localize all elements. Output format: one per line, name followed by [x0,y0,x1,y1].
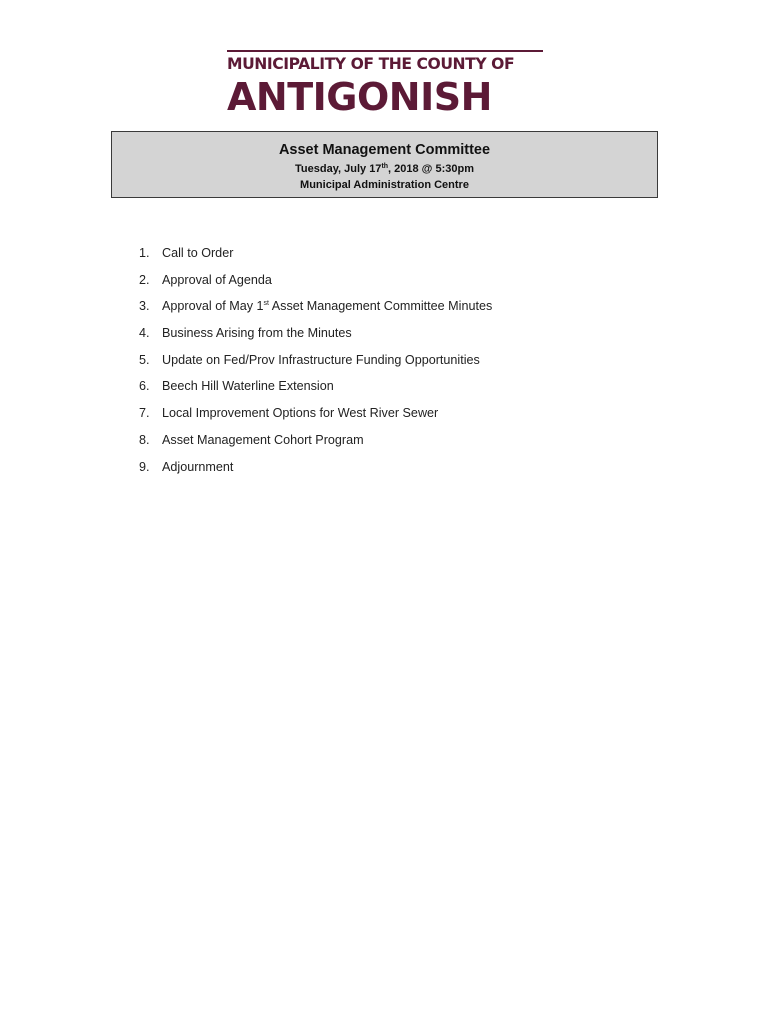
municipality-logo [227,50,543,117]
agenda-item-number: 4. [139,326,150,341]
agenda-item [139,460,492,487]
agenda-item [139,379,492,406]
logo-top-rule [227,50,543,52]
meeting-location: Municipal Administration Centre [300,179,469,191]
agenda-item-number: 8. [139,432,150,447]
agenda-item [139,299,492,326]
agenda-item-number: 1. [139,246,150,260]
meeting-header-box [111,131,658,198]
agenda-item-number: 7. [139,406,150,421]
agenda-item-text: Asset Management Cohort Program [162,432,364,447]
agenda-item-text [162,299,492,326]
agenda-list [139,246,492,486]
agenda-item [139,406,492,433]
agenda-item-text-before: Approval of May 1 [162,299,264,314]
agenda-item-text: Beech Hill Waterline Extension [162,379,334,394]
agenda-item-text: Business Arising from the Minutes [162,326,352,341]
logo-main-text: ANTIGONISH [227,75,492,119]
logo-top-line: MUNICIPALITY OF THE COUNTY OF [227,55,515,73]
agenda-item [139,273,492,300]
meeting-title: Asset Management Committee [278,142,491,158]
meeting-date [112,161,657,177]
agenda-item-text: Call to Order [162,246,234,260]
agenda-item [139,433,492,460]
agenda-item-number: 2. [139,272,150,287]
agenda-item [139,246,492,273]
agenda-item-number: 6. [139,379,150,394]
agenda-item-text: Approval of Agenda [162,272,272,287]
agenda-item-text: Adjournment [162,459,234,474]
meeting-date-suffix: , 2018 @ 5:30pm [388,163,474,175]
meeting-date-prefix: Tuesday, July 17 [295,163,382,175]
meeting-date-ordinal: th [381,163,389,170]
agenda-item-ordinal: st [263,300,269,308]
agenda-item-number: 5. [139,352,150,367]
agenda-item-text: Local Improvement Options for West River Sewer [162,406,439,421]
agenda-item [139,353,492,380]
agenda-item-text-after: Asset Management Committee Minutes [268,299,493,314]
agenda-item-text: Update on Fed/Prov Infrastructure Funding Opportunities [162,352,480,367]
agenda-item-number: 9. [139,459,150,474]
agenda-item [139,326,492,353]
agenda-item-number: 3. [139,299,150,314]
